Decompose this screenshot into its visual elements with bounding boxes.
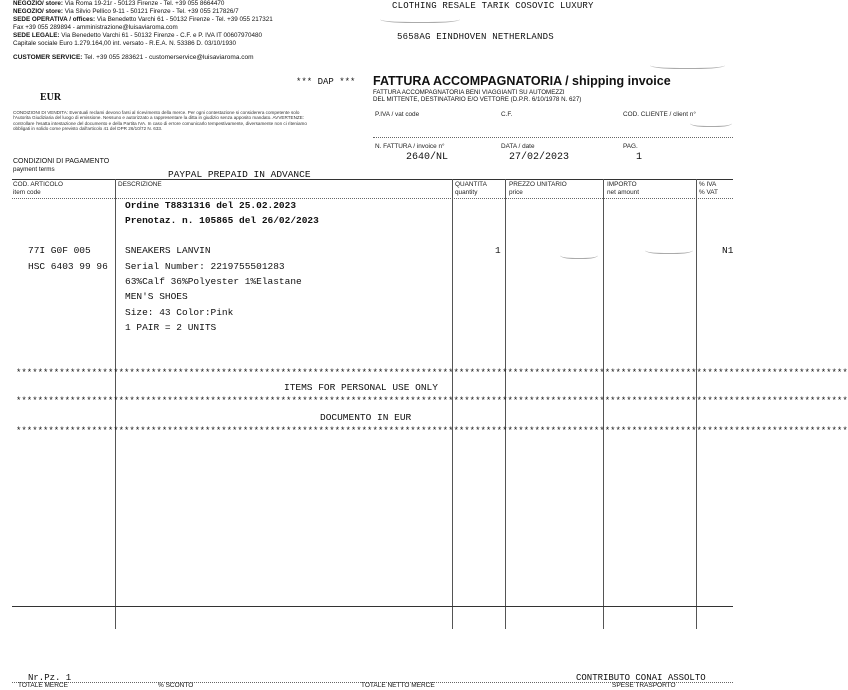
company-address-label: SEDE LEGALE: [13, 32, 60, 40]
invoice-number-label: N. FATTURA / invoice n° [375, 143, 445, 150]
invoice-date: 27/02/2023 [509, 152, 570, 163]
invoice-date-label: DATA / date [501, 143, 535, 150]
recipient-line-1: CLOTHING RESALE TARIK COSOVIC LUXURY [392, 1, 594, 11]
incoterm-label: *** DAP *** [296, 77, 356, 87]
company-address-text: Via Benedetto Varchi 61 - 50132 Firenze - C.F. e P. IVA IT 00607970480 [59, 32, 262, 40]
item-category: MEN'S SHOES [125, 291, 188, 302]
company-address-line [13, 16, 273, 24]
table-bottom-border [12, 606, 733, 607]
payment-terms-label: CONDIZIONI DI PAGAMENTO [13, 158, 110, 165]
invoice-subtitle-1: FATTURA ACCOMPAGNATORIA BENI VIAGGIANTI SU AUTOMEZZI [373, 89, 565, 96]
star-separator: ********************************************************************************************************************************************************** [16, 426, 848, 436]
item-code: 77I G0F 005 [28, 245, 91, 256]
recipient-line-2: 5658AG EINDHOVEN NETHERLANDS [397, 32, 554, 42]
shipping-label: SPESE TRASPORTO [612, 682, 676, 689]
item-composition: 63%Calf 36%Polyester 1%Elastane [125, 276, 302, 287]
header-amount: IMPORTO [607, 181, 637, 188]
invoice-number: 2640/NL [406, 152, 449, 163]
client-number-label: COD. CLIENTE / client n° [623, 111, 696, 118]
page-number: 1 [636, 152, 643, 163]
company-address-text: Via Silvio Pellico 9-11 - 50121 Firenze - Tel. +39 055 217826/7 [63, 8, 239, 16]
pieces-count: Nr.Pz. 1 [28, 673, 72, 683]
customer-service-text: Tel. +39 055 283621 - customerservice@luisaviaroma.com [82, 54, 254, 61]
net-total-label: TOTALE NETTO MERCE [361, 682, 435, 689]
redaction-mark [380, 14, 460, 23]
currency-label: EUR [40, 92, 62, 103]
booking-line: Prenotaz. n. 105865 del 26/02/2023 [125, 215, 319, 226]
header-unit-price: PREZZO UNITARIO [509, 181, 567, 188]
table-header-divider [12, 198, 733, 199]
header-item-code-sub: item code [13, 189, 41, 196]
company-address-label: NEGOZIO/ store: [13, 0, 64, 7]
conditions-of-sale: CONDIZIONI DI VENDITA: Eventuali reclami devono farsi al ricevimento della merce. Per ogni contestazione si considerera competente solo l'Autorita Giudiziaria del luogo di emissione. Nessuno e autorizzato a rappresentare la ditta in giudizio senza apposito mandato. AVVERTENZE: controllare l'esatta intestazione del documento e della Partita IVA. In caso di errore comunicarlo tempestivamente, diversamente non ci riteniamo obbligati in solido come previsto dall'articolo 41 del DPR 26/10/72 N. 633. [13, 110, 307, 132]
item-size-color: Size: 43 Color:Pink [125, 307, 234, 318]
header-quantity-sub: quantity [455, 189, 478, 196]
company-address-line [13, 40, 273, 48]
star-separator: ********************************************************************************************************************************************************** [16, 396, 848, 406]
personal-use-note: ITEMS FOR PERSONAL USE ONLY [284, 382, 438, 393]
header-amount-sub: net amount [607, 189, 639, 196]
header-unit-price-sub: price [509, 189, 523, 196]
redaction-mark [645, 245, 693, 254]
conai-note: CONTRIBUTO CONAI ASSOLTO [576, 673, 706, 683]
vat-code-label: P.IVA / vat code [375, 111, 420, 118]
payment-terms-sublabel: payment terms [13, 166, 55, 173]
redaction-mark [690, 118, 732, 127]
header-vat-sub: % VAT [699, 189, 718, 196]
company-address-line [13, 0, 273, 8]
company-address-text: Via Benedetto Varchi 61 - 50132 Firenze - Tel. +39 055 217321 [95, 16, 273, 24]
divider [373, 137, 733, 138]
invoice-title: FATTURA ACCOMPAGNATORIA / shipping invoice [373, 74, 671, 88]
company-address-line [13, 8, 273, 16]
header-vat: % IVA [699, 181, 717, 188]
company-address-line [13, 32, 273, 40]
item-hs-code: HSC 6403 99 96 [28, 261, 108, 272]
redaction-mark [650, 60, 725, 69]
customer-service-label: CUSTOMER SERVICE: [13, 54, 83, 61]
redaction-mark [560, 250, 598, 259]
customer-service-line [13, 54, 254, 61]
company-address-text: Capitale sociale Euro 1.279.164,00 int. versato - R.E.A. N. 53386 D. 03/10/1930 [13, 40, 236, 48]
discount-label: % SCONTO [158, 682, 194, 689]
cf-label: C.F. [501, 111, 513, 118]
item-vat: N1 [722, 245, 734, 256]
company-address-line [13, 24, 273, 32]
company-address-text: Fax +39 055 289894 - amministrazione@luisaviaroma.com [13, 24, 178, 32]
item-units: 1 PAIR = 2 UNITS [125, 322, 217, 333]
item-quantity: 1 [495, 245, 501, 256]
document-currency-note: DOCUMENTO IN EUR [320, 412, 412, 423]
page-label: PAG. [623, 143, 638, 150]
order-line: Ordine T8831316 del 25.02.2023 [125, 200, 297, 211]
item-name: SNEAKERS LANVIN [125, 245, 211, 256]
total-goods-label: TOTALE MERCE [18, 682, 68, 689]
company-address-label: NEGOZIO/ store: [13, 8, 64, 16]
header-quantity: QUANTITA [455, 181, 487, 188]
header-description: DESCRIZIONE [118, 181, 162, 188]
star-separator: ********************************************************************************************************************************************************** [16, 368, 848, 378]
company-address-label: SEDE OPERATIVA / offices: [13, 16, 96, 24]
item-serial: Serial Number: 2219755501283 [125, 261, 285, 272]
payment-terms-value: PAYPAL PREPAID IN ADVANCE [168, 169, 311, 180]
header-item-code: COD. ARTICOLO [13, 181, 63, 188]
table-top-border [12, 179, 733, 180]
invoice-subtitle-2: DEL MITTENTE, DESTINATARIO E/O VETTORE (D.P.R. 6/10/1978 N. 627) [373, 96, 582, 103]
company-address-text: Via Roma 19-21r - 50123 Firenze - Tel. +39 055 8664470 [63, 0, 225, 7]
company-address-block [13, 0, 273, 49]
